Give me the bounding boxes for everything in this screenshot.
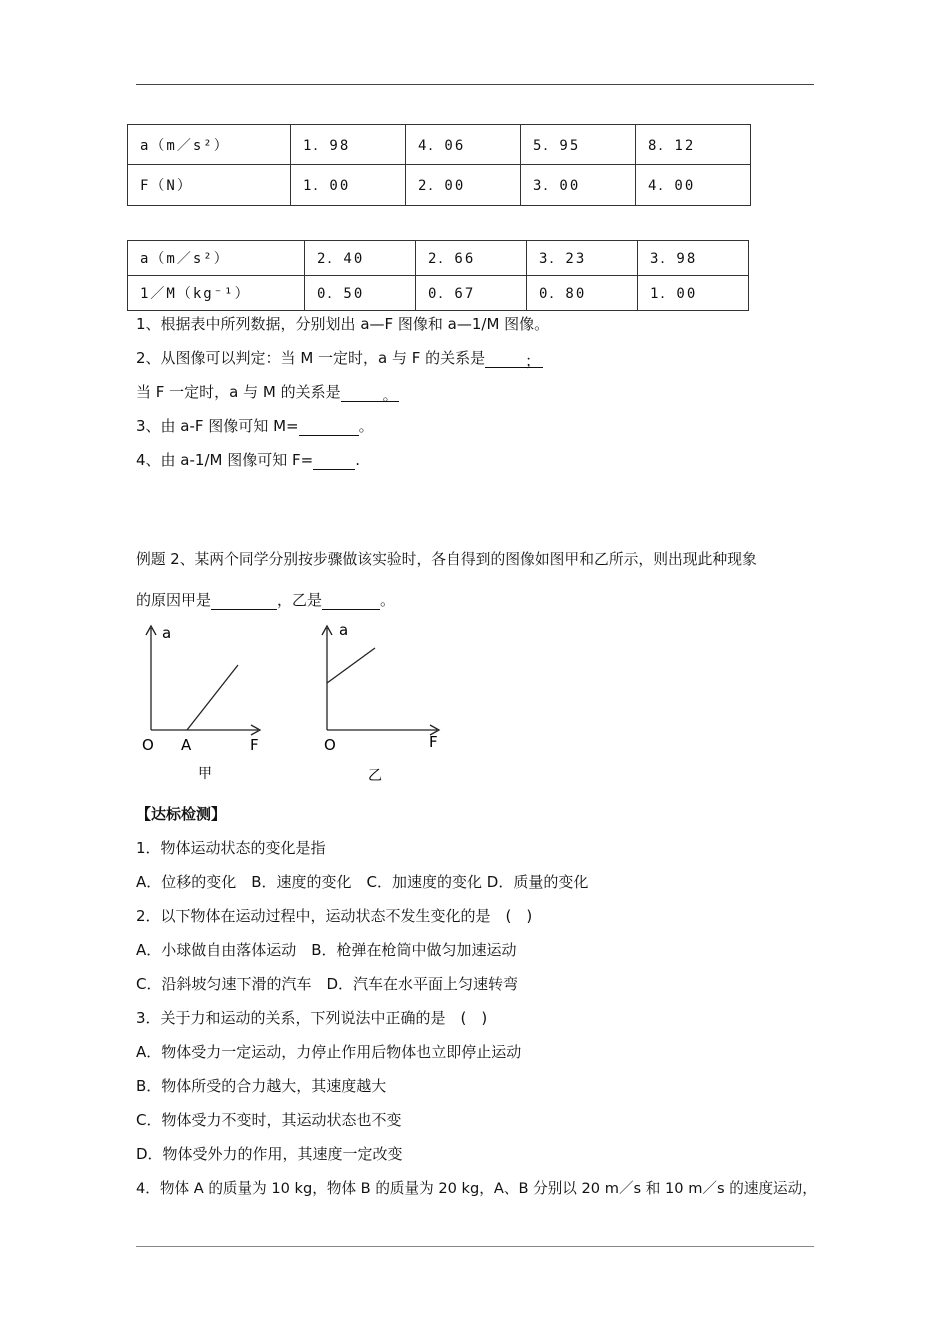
answer-blank[interactable] — [485, 351, 525, 368]
point-a-label: A — [181, 736, 192, 754]
table-cell: 3．23 — [527, 241, 638, 276]
table-cell: 5．95 — [521, 125, 636, 165]
table-cell: 4．00 — [636, 165, 751, 206]
header-rule — [136, 84, 814, 85]
example-text: ，乙是 — [277, 591, 323, 609]
test-question-4: 4．物体 A 的质量为 10 kg，物体 B 的质量为 20 kg，A、B 分别以 20 m／s 和 10 m／s 的速度运动， — [136, 1180, 817, 1197]
origin-label: O — [324, 736, 336, 754]
table-cell: 2．66 — [416, 241, 527, 276]
graph-line — [187, 665, 238, 730]
table-cell: F（N） — [128, 165, 291, 206]
answer-blank-yi[interactable] — [322, 593, 380, 610]
data-table-a-inverse-m — [127, 240, 749, 311]
y-axis-label: a — [162, 624, 172, 642]
table-cell: 1／M（kg⁻¹） — [128, 276, 305, 311]
answer-blank[interactable] — [299, 419, 359, 436]
x-axis-label: F — [429, 733, 438, 751]
table-cell: 1．98 — [291, 125, 406, 165]
answer-blank[interactable] — [341, 385, 383, 402]
blank-end: 。 — [382, 386, 398, 404]
table-row — [128, 125, 751, 165]
table-row — [128, 241, 749, 276]
question-text: 4、由 a-1/M 图像可知 F= — [136, 451, 314, 469]
table-cell: 4．06 — [406, 125, 521, 165]
question-3 — [136, 416, 374, 436]
table-row — [128, 276, 749, 311]
example-2-line-2 — [136, 590, 395, 610]
question-2b — [136, 382, 399, 402]
blank-end: ； — [525, 351, 543, 368]
section-title: 【达标检测】 — [136, 805, 227, 823]
table-cell: 1．00 — [638, 276, 749, 311]
answer-blank-jia[interactable] — [211, 593, 277, 610]
x-axis-label: F — [250, 736, 259, 754]
question-text: 3、由 a-F 图像可知 M= — [136, 417, 299, 435]
table-cell: 3．98 — [638, 241, 749, 276]
question-1: 1、根据表中所列数据，分别划出 a—F 图像和 a—1/M 图像。 — [136, 315, 550, 333]
table-cell: a（m／s²） — [128, 125, 291, 165]
data-table-a-f — [127, 124, 751, 206]
table-cell: 2．00 — [406, 165, 521, 206]
test-question-2-options-ab: A．小球做自由落体运动 B．枪弹在枪筒中做匀加速运动 — [136, 941, 517, 959]
question-2a — [136, 348, 543, 368]
origin-label: O — [142, 736, 154, 754]
question-4 — [136, 450, 360, 470]
graph-caption: 甲 — [198, 766, 212, 782]
graph-line — [327, 648, 375, 683]
table-cell: 1．00 — [291, 165, 406, 206]
test-question-3: 3．关于力和运动的关系，下列说法中正确的是 ( ) — [136, 1009, 488, 1027]
table-cell: a（m／s²） — [128, 241, 305, 276]
blank-end: . — [355, 451, 360, 469]
question-text: 当 F 一定时，a 与 M 的关系是 — [136, 383, 341, 401]
graph-jia — [130, 618, 280, 788]
answer-blank[interactable] — [313, 453, 355, 470]
test-question-2-options-cd: C．沿斜坡匀速下滑的汽车 D．汽车在水平面上匀速转弯 — [136, 975, 519, 993]
graph-yi — [305, 618, 455, 788]
y-axis-label: a — [339, 621, 349, 639]
table-cell: 8．12 — [636, 125, 751, 165]
blank-end: 。 — [358, 417, 374, 435]
test-question-3-option-d: D．物体受外力的作用，其速度一定改变 — [136, 1145, 403, 1163]
question-text: 2、从图像可以判定：当 M 一定时，a 与 F 的关系是 — [136, 349, 486, 367]
table-cell: 0．67 — [416, 276, 527, 311]
test-question-2: 2．以下物体在运动过程中，运动状态不发生变化的是 ( ) — [136, 907, 533, 925]
example-2-line-1: 例题 2、某两个同学分别按步骤做该实验时，各自得到的图像如图甲和乙所示，则出现此种现象 — [136, 551, 757, 568]
test-question-3-option-c: C．物体受力不变时，其运动状态也不变 — [136, 1111, 402, 1129]
graph-caption: 乙 — [368, 768, 382, 784]
table-cell: 2．40 — [305, 241, 416, 276]
table-cell: 0．50 — [305, 276, 416, 311]
test-question-3-option-b: B．物体所受的合力越大，其速度越大 — [136, 1077, 387, 1095]
example-text: 。 — [380, 591, 396, 609]
footer-rule — [136, 1246, 814, 1247]
test-question-3-option-a: A．物体受力一定运动，力停止作用后物体也立即停止运动 — [136, 1043, 522, 1061]
table-row — [128, 165, 751, 206]
table-cell: 0．80 — [527, 276, 638, 311]
example-text: 的原因甲是 — [136, 591, 212, 609]
table-cell: 3．00 — [521, 165, 636, 206]
test-question-1: 1．物体运动状态的变化是指 — [136, 839, 326, 857]
test-question-1-options: A．位移的变化 B．速度的变化 C．加速度的变化 D．质量的变化 — [136, 873, 589, 891]
